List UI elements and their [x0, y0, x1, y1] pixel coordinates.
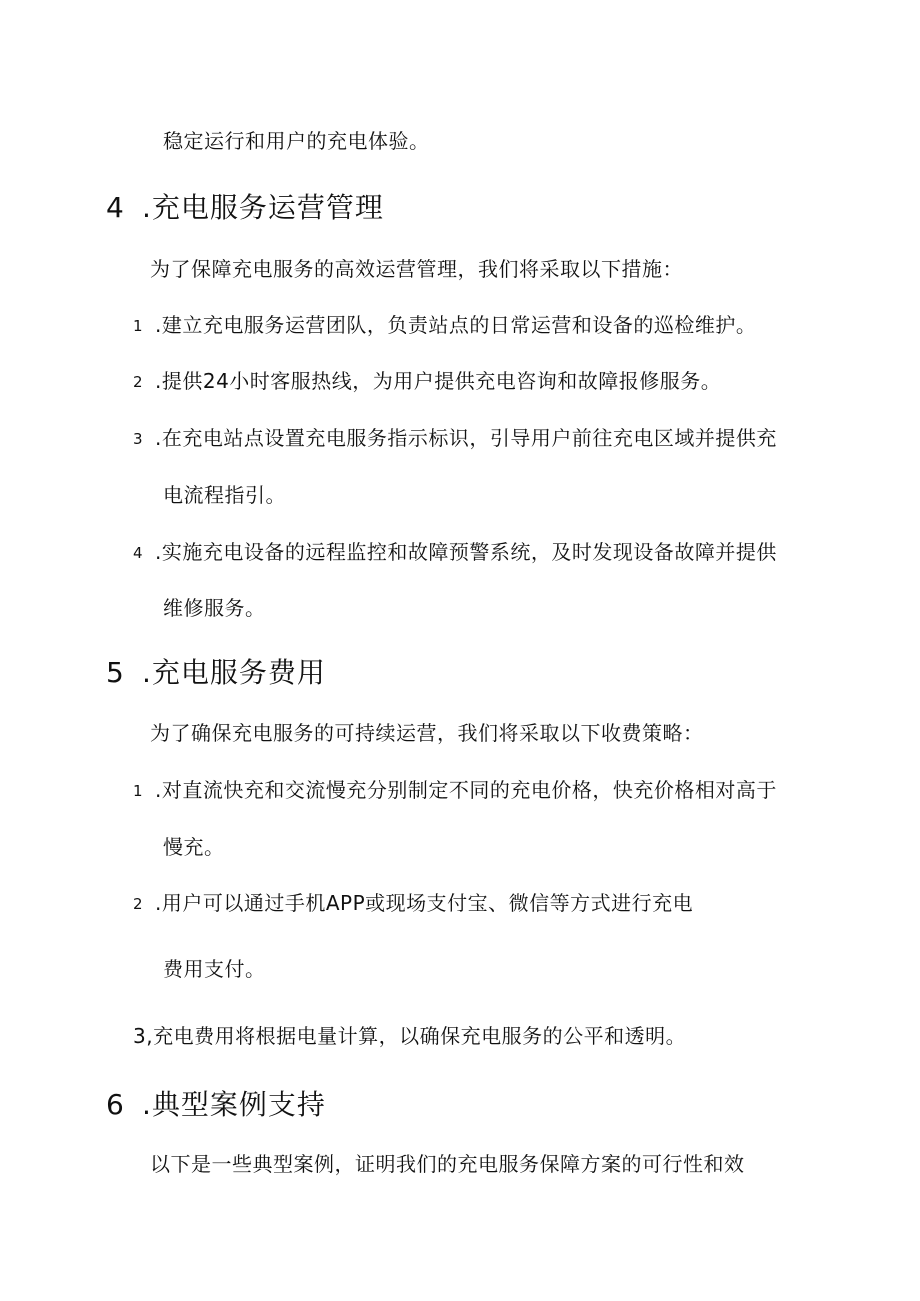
section-5-title: .充电服务费用 [142, 656, 326, 689]
section-5-number: 5 [106, 656, 125, 689]
section-6-heading [106, 1087, 326, 1123]
section-4-title: .充电服务运营管理 [142, 191, 384, 224]
section-4-heading [106, 190, 384, 226]
list-item-text-continued: 费用支付。 [163, 957, 266, 981]
list-item-number: 3 [133, 430, 143, 448]
list-item-text: .在充电站点设置充电服务指示标识，引导用户前往充电区域并提供充 [155, 426, 777, 450]
section-4-intro: 为了保障充电服务的高效运营管理，我们将采取以下措施： [150, 257, 683, 281]
list-item-text-continued: 电流程指引。 [163, 483, 286, 507]
list-item-text: .用户可以通过手机APP或现场支付宝、微信等方式进行充电 [155, 891, 694, 915]
list-item-number: 1 [133, 782, 143, 800]
section-5-heading [106, 655, 326, 691]
list-item-text: .对直流快充和交流慢充分别制定不同的充电价格，快充价格相对高于 [155, 778, 777, 802]
section-4-number: 4 [106, 191, 125, 224]
list-item-number: 4 [133, 544, 143, 562]
list-item-number: 2 [133, 895, 143, 913]
list-item-3-text: 3,充电费用将根据电量计算，以确保充电服务的公平和透明。 [133, 1024, 687, 1048]
list-item-text: .建立充电服务运营团队，负责站点的日常运营和设备的巡检维护。 [155, 313, 757, 337]
section-5-intro: 为了确保充电服务的可持续运营，我们将采取以下收费策略： [150, 721, 704, 745]
list-item-text-continued: 慢充。 [163, 835, 225, 859]
section-6-intro: 以下是一些典型案例，证明我们的充电服务保障方案的可行性和效 [150, 1152, 745, 1176]
section-6-title: .典型案例支持 [142, 1088, 326, 1121]
list-item-text: .实施充电设备的远程监控和故障预警系统，及时发现设备故障并提供 [155, 540, 777, 564]
section-6-number: 6 [106, 1088, 125, 1121]
list-item-number: 1 [133, 317, 143, 335]
paragraph-continuation: 稳定运行和用户的充电体验。 [163, 129, 430, 153]
list-item-text: .提供24小时客服热线，为用户提供充电咨询和故障报修服务。 [155, 369, 722, 393]
list-item-number: 2 [133, 373, 143, 391]
list-item-text-continued: 维修服务。 [163, 596, 266, 620]
